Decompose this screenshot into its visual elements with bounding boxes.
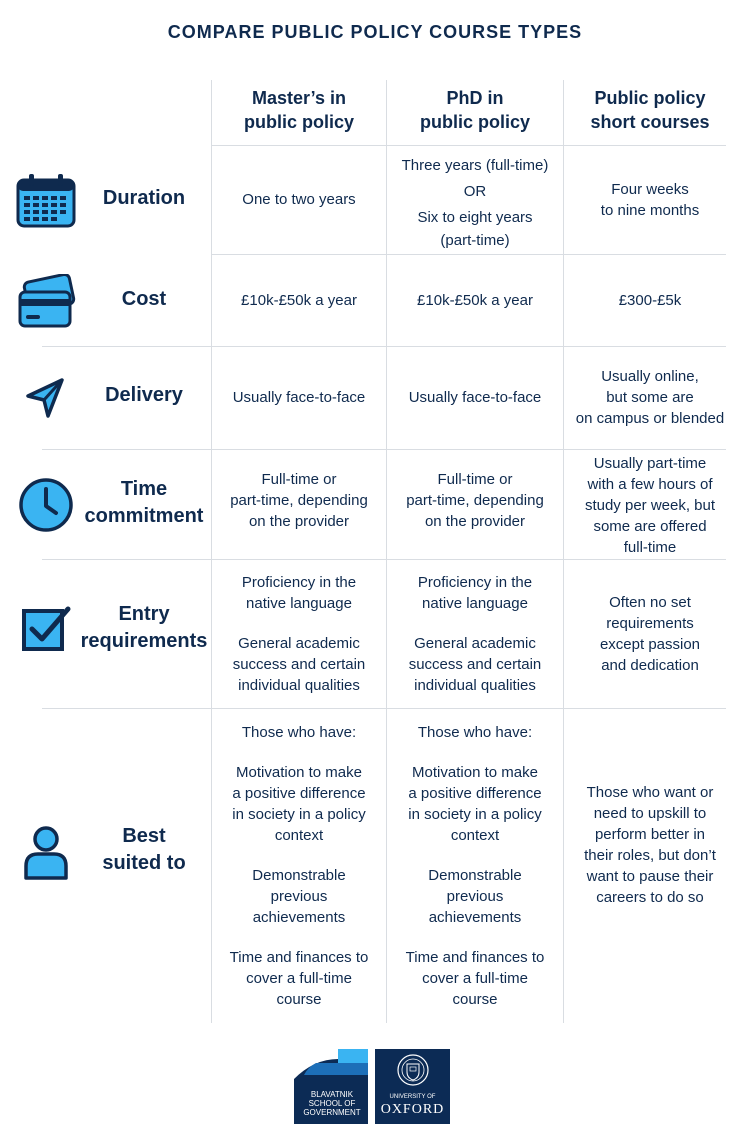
cell-short-cost: £300-£5k (618, 291, 682, 309)
page-title: COMPARE PUBLIC POLICY COURSE TYPES (167, 22, 583, 42)
row-time-commitment (0, 449, 750, 559)
blavatnik-wordmark: BLAVATNIK SCHOOL OF GOVERNMENT (303, 1090, 361, 1117)
cell-short-delivery: Usually online, but some are on campus or blended (575, 368, 725, 427)
row-entry-requirements (0, 559, 750, 708)
row-label: Time commitment (84, 478, 204, 527)
row-label: Delivery (105, 384, 183, 406)
calendar-icon (16, 172, 76, 232)
cell-masters-best: Those who have: Motivation to make a positive difference in society in a policy context Demonstrable previous achievements Time and finances to cover a full-time course (229, 724, 369, 1008)
row-cost (0, 254, 750, 346)
oxford-logo: UNIVERSITY OF OXFORD (375, 1049, 450, 1124)
row-label: Best suited to (102, 825, 186, 874)
row-label: Duration (102, 187, 186, 209)
person-icon (16, 822, 76, 882)
row-duration (0, 145, 750, 254)
cell-phd-entry: Proficiency in the native language General academic success and certain individual qualities (408, 573, 542, 694)
checkbox-icon (16, 599, 76, 659)
cell-masters-entry: Proficiency in the native language General academic success and certain individual qualities (232, 573, 366, 694)
cell-phd-delivery: Usually face-to-face (408, 389, 542, 406)
cell-phd-cost: £10k-£50k a year (417, 291, 533, 309)
row-label: Cost (121, 288, 167, 310)
cell-phd-best: Those who have: Motivation to make a positive difference in society in a policy context Demonstrable previous achievements Time and finances to cover a full-time course (405, 724, 545, 1008)
cell-short-entry: Often no set requirements except passion and dedication (599, 593, 701, 674)
cell-short-best: Those who want or need to upskill to perform better in their roles, but don’t want to pause their careers to do so (584, 784, 716, 906)
paper-plane-icon (16, 368, 76, 428)
row-label: Entry requirements (80, 603, 208, 652)
cell-short-time: Usually part-time with a few hours of study per week, but some are offered full-time (584, 454, 716, 556)
row-best-suited-to (0, 708, 750, 1024)
clock-icon (16, 475, 76, 535)
logo-footer (294, 1049, 450, 1124)
cell-phd-duration: Three years (full-time) OR Six to eight years (part-time) (401, 156, 549, 249)
row-delivery (0, 346, 750, 449)
cell-phd-time: Full-time or part-time, depending on the provider (406, 471, 544, 530)
cell-short-duration: Four weeks to nine months (600, 180, 700, 219)
column-header-phd: PhD in public policy (419, 88, 530, 132)
cell-masters-cost: £10k-£50k a year (241, 291, 357, 309)
column-header-short-courses: Public policy short courses (590, 88, 710, 132)
cell-masters-time: Full-time or part-time, depending on the provider (230, 471, 368, 530)
column-header-masters: Master’s in public policy (243, 88, 354, 132)
cell-masters-delivery: Usually face-to-face (232, 389, 366, 406)
cell-masters-duration: One to two years (242, 191, 356, 208)
credit-card-icon (16, 274, 76, 334)
oxford-crest-icon (396, 1053, 430, 1087)
